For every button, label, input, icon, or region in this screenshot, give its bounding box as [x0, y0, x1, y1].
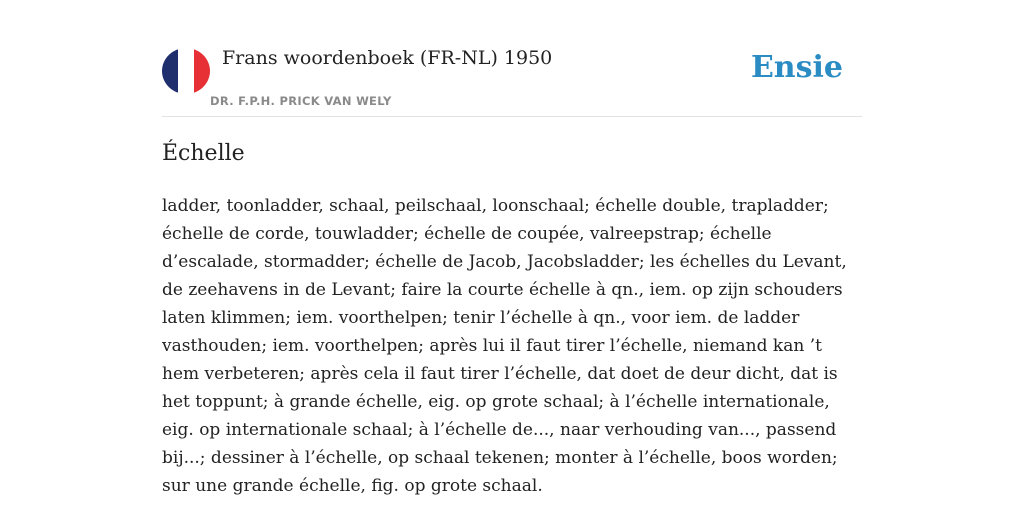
entry-definition: ladder, toonladder, schaal, peilschaal, loonschaal; échelle double, trapladder; échelle de corde, touwladder; échelle de coupée, valreepstrap; échelle d’escalade, stormadder; échelle de Jacob, Jacobsladder; les échelles du Levant, de zeehavens in de Levant; faire la courte échelle à qn., iem. op zijn schouders laten klimmen; iem. voorthelpen; tenir l’échelle à qn., voor iem. de ladder vasthouden; iem. voorthelpen; après lui il faut tirer l’échelle, niemand kan ’t hem verbeteren; après cela il faut tirer l’échelle, dat doet de deur dicht, dat is het toppunt; à grande échelle, eig. op grote schaal; à l’échelle internationale, eig. op internationale schaal; à l’échelle de..., naar verhouding van..., passend bij...; dessiner à l’échelle, op schaal tekenen; monter à l’échelle, boos worden; sur une grande échelle, fig. op grote schaal. [162, 196, 847, 496]
dictionary-header [162, 0, 862, 117]
dictionary-author: DR. F.P.H. PRICK VAN WELY [210, 94, 392, 108]
france-flag-icon [162, 48, 210, 94]
dictionary-title: Frans woordenboek (FR-NL) 1950 [222, 47, 553, 69]
entry-headword: Échelle [162, 141, 245, 166]
dictionary-card [162, 0, 862, 512]
ensie-logo[interactable]: Ensie [750, 50, 843, 85]
